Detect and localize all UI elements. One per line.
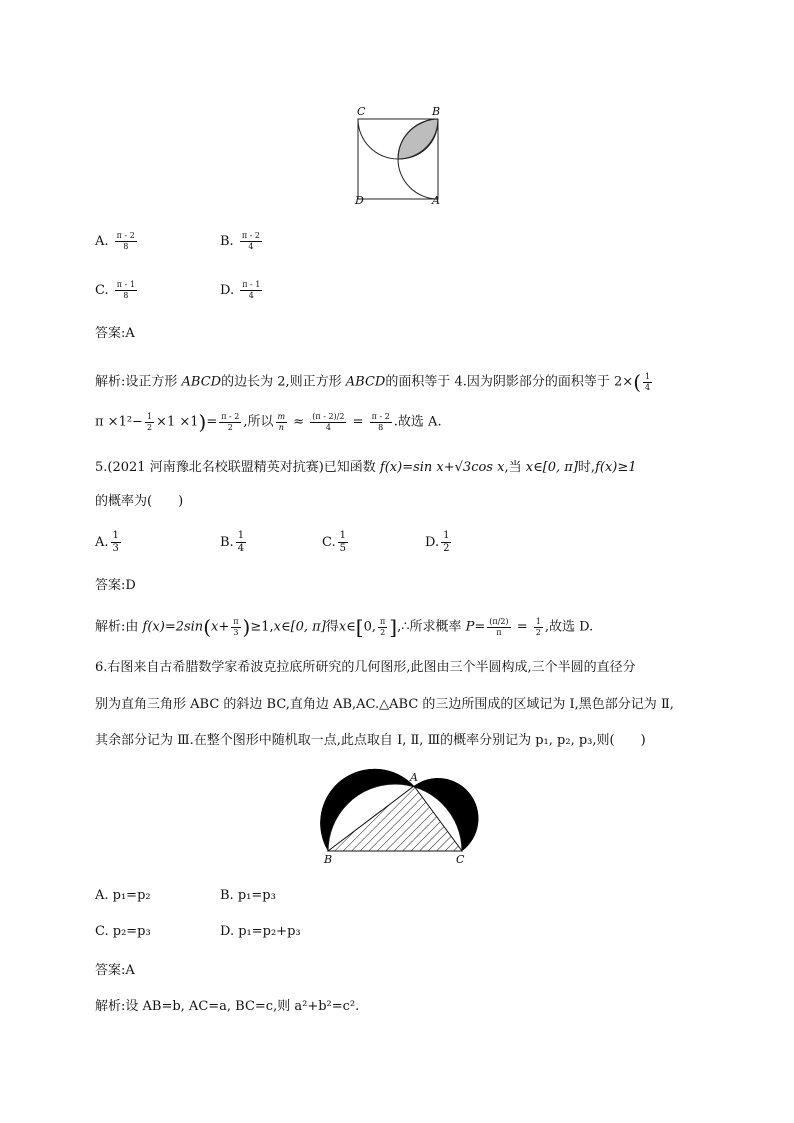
text: 解析:由 [95,619,139,635]
text: ,当 [504,460,522,475]
q5-stem-line1 [95,456,637,475]
label-B: B [432,105,441,118]
frac-num: π [233,616,239,626]
text: ,故选 D. [544,619,594,635]
choice-letter: A. [95,234,109,249]
frac-num: 1 [645,371,651,381]
choice-letter: D. [425,535,440,550]
frac-den: 8 [123,291,129,300]
math: x∈ [338,619,356,635]
frac-den: 4 [645,382,651,392]
math-abcd: ABCD [345,374,386,390]
frac-num: (π/2) [489,616,509,626]
choice-letter: B. [220,234,234,249]
q6-choice-D[interactable]: D. p₁=p₂+p₃ [220,924,301,939]
q4-analysis-line2: π ×1²− $\frac{1}{2}$ ×1 ×1)= $\frac{\pi - 2}{2}$ ,所以 $\frac{m}{n}$ ≈ $\frac{(\pi - 2)/2}{4}$ = $\frac{\pi - 2}{8}$ .故选 A. [95,410,442,434]
shaded-region [398,119,438,159]
frac-num: π - 2 [371,411,390,421]
q5-answer: 答案:D [95,578,136,593]
frac-num: 1 [339,530,346,541]
q5-stem-line2: 的概率为( ) [95,494,184,509]
choice-A[interactable] [95,232,139,251]
text: 的面积等于 4.因为阴影部分的面积等于 2× [385,374,634,390]
frac-den: 3 [233,627,239,637]
q6-choice-B[interactable]: B. p₁=p₃ [220,888,276,903]
text: 的边长为 2,则正方形 [221,374,342,390]
q6-answer: 答案:A [95,963,135,978]
text: ×1 ×1 [156,414,199,430]
q6-choice-C[interactable]: C. p₂=p₃ [95,924,151,939]
text: .故选 A. [393,414,442,430]
math: f(x)=2sin [142,619,204,635]
frac-den: 2 [227,422,233,432]
choice-C[interactable] [95,281,139,300]
frac-den: n [278,422,284,432]
math-func: f(x)=sin x+√3cos x [379,460,505,475]
text: ≈ [293,414,305,430]
text: ,∴所求概率 [397,619,462,635]
q5-choice-A[interactable] [95,531,123,554]
frac-num: 1 [112,530,119,541]
frac-den: 8 [123,242,129,251]
frac-den: 5 [339,543,346,554]
label-B2: B [324,853,333,866]
label-D: D [355,194,364,207]
q4-analysis-line1: 解析:设正方形 ABCD的边长为 2,则正方形 ABCD的面积等于 4.因为阴影部分的面积等于 2×( $\frac{1}{4}$ [95,370,651,394]
text: = [516,619,528,635]
text: 5.(2021 河南豫北名校联盟精英对抗赛)已知函数 [95,460,376,475]
q5-choice-B[interactable] [220,531,248,554]
q6-analysis: 解析:设 AB=b, AC=a, BC=c,则 a²+b²=c². [95,999,360,1014]
frac-den: 4 [237,543,245,554]
figure-square [350,104,450,204]
math: x∈[0, π] [273,619,326,635]
frac-num: π [380,616,386,626]
math: x+ [211,619,230,635]
text: ≥1, [250,619,274,635]
frac-num: (π - 2)/2 [312,411,345,421]
q4-answer: 答案:A [95,326,135,341]
choice-letter: A. [95,535,109,550]
q6-line1: 6.右图来自古希腊数学家希波克拉底所研究的几何图形,此图由三个半圆构成,三个半圆的直径分 [95,660,636,675]
math-ineq: f(x)≥1 [595,460,637,475]
frac-den: 2 [443,543,450,554]
frac-den: π [496,627,502,637]
text: = [206,414,218,430]
frac-num: 1 [237,530,245,541]
q6-line3: 其余部分记为 Ⅲ.在整个图形中随机取一点,此点取自 Ⅰ, Ⅱ, Ⅲ的概率分别记为 p₁, p₂, p₃,则( ) [95,733,646,748]
frac-den: 4 [325,422,331,432]
label-C: C [357,105,366,118]
choice-letter: C. [95,283,109,298]
text: = [352,414,364,430]
frac-num: π - 1 [116,280,135,289]
frac-den: 3 [112,543,119,554]
text: π ×1²− [95,414,143,430]
figure-lunes [310,765,490,865]
q6-choice-A[interactable]: A. p₁=p₂ [95,888,151,903]
frac-num: 1 [443,530,450,541]
frac-num: π - 1 [242,280,261,289]
choice-letter: B. [220,535,234,550]
choice-letter: D. [220,283,235,298]
choice-B[interactable] [220,232,264,251]
text: 0, [363,619,376,635]
choice-letter: C. [322,535,336,550]
frac-den: 2 [380,627,386,637]
q6-line2: 别为直角三角形 ABC 的斜边 BC,直角边 AB,AC.△ABC 的三边所围成的区域记为 Ⅰ,黑色部分记为 Ⅱ, [95,697,674,712]
frac-num: π - 2 [221,411,240,421]
label-A2: A [410,771,418,784]
text: 解析:设正方形 [95,374,178,390]
frac-num: π - 2 [241,231,260,240]
text: ,所以 [243,414,274,430]
frac-den: 2 [146,422,153,432]
math-cond: x∈[0, π] [525,460,578,475]
frac-den: 2 [535,627,541,637]
math-abcd: ABCD [181,374,222,390]
choice-D[interactable] [220,281,264,300]
text: 时, [577,460,596,475]
square-diagram [350,104,450,204]
label-A: A [432,194,440,207]
math: P= [465,619,486,635]
frac-den: 4 [248,242,254,251]
frac-den: 4 [248,291,254,300]
frac-num: 1 [535,616,541,626]
text: 得 [325,619,339,635]
frac-num: π - 2 [116,231,135,240]
frac-den: 8 [378,422,384,432]
frac-num: m [277,411,286,421]
q5-choice-C[interactable] [322,531,350,554]
q5-choice-D[interactable] [425,531,453,554]
label-C2: C [456,853,465,866]
frac-num: 1 [146,411,153,421]
q5-analysis: 解析:由 f(x)=2sin(x+ $\frac{\pi}{3}$ )≥1,x∈[0, π]得x∈[0, $\frac{\pi}{2}$ ],∴所求概率 P= $\frac{(\pi/2)}{\pi}$ = $\frac{1}{2}$ ,故选 D. [95,615,594,639]
lunes-diagram [310,765,490,865]
